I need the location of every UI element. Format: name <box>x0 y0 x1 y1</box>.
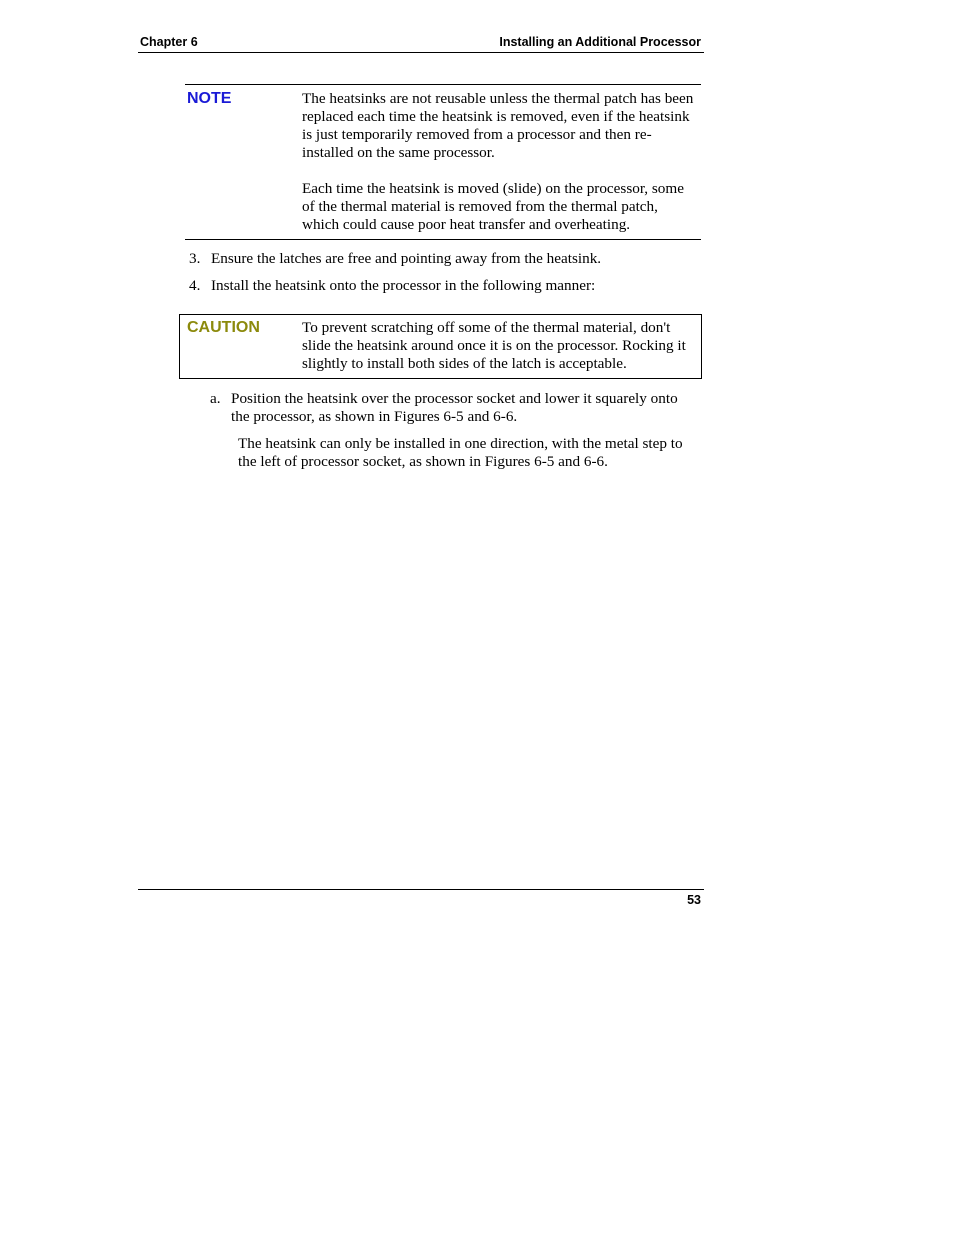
step-3 <box>189 250 699 268</box>
step-4-text: Install the heatsink onto the processor in the following manner: <box>211 277 596 294</box>
header-chapter: Chapter 6 <box>140 35 198 49</box>
header-rule <box>138 52 704 53</box>
note-text <box>302 90 698 252</box>
caution-label: CAUTION <box>187 319 260 336</box>
step-3-number: 3. <box>189 250 201 267</box>
substep-a-marker: a. <box>210 390 221 407</box>
note-label: NOTE <box>187 90 232 107</box>
caution-text: To prevent scratching off some of the thermal material, don't slide the heatsink around once it is on the processor. Rocking it slightly to install both sides of the latch is acceptable. <box>302 319 686 372</box>
substep-a-detail: The heatsink can only be installed in one direction, with the metal step to the left of processor socket, as shown in Figures 6-5 and 6-6. <box>238 435 683 470</box>
substep-a <box>210 390 700 426</box>
substep-a-text: Position the heatsink over the processor socket and lower it squarely onto the processor, as shown in Figures 6-5 and 6-6. <box>231 390 678 425</box>
step-3-text: Ensure the latches are free and pointing away from the heatsink. <box>211 250 602 267</box>
page-number: 53 <box>687 893 701 907</box>
note-paragraph-2: Each time the heatsink is moved (slide) on the processor, some of the thermal material is removed from the thermal patch, which could cause poor heat transfer and overheating. <box>302 180 684 233</box>
step-4-number: 4. <box>189 277 201 294</box>
note-paragraph-1: The heatsinks are not reusable unless the thermal patch has been replaced each time the heatsink is removed, even if the heatsink is just temporarily removed from a processor and then re-installed on the same processor. <box>302 90 694 161</box>
header-section-title: Installing an Additional Processor <box>499 35 701 49</box>
footer-rule <box>138 889 704 890</box>
step-4 <box>189 277 699 295</box>
